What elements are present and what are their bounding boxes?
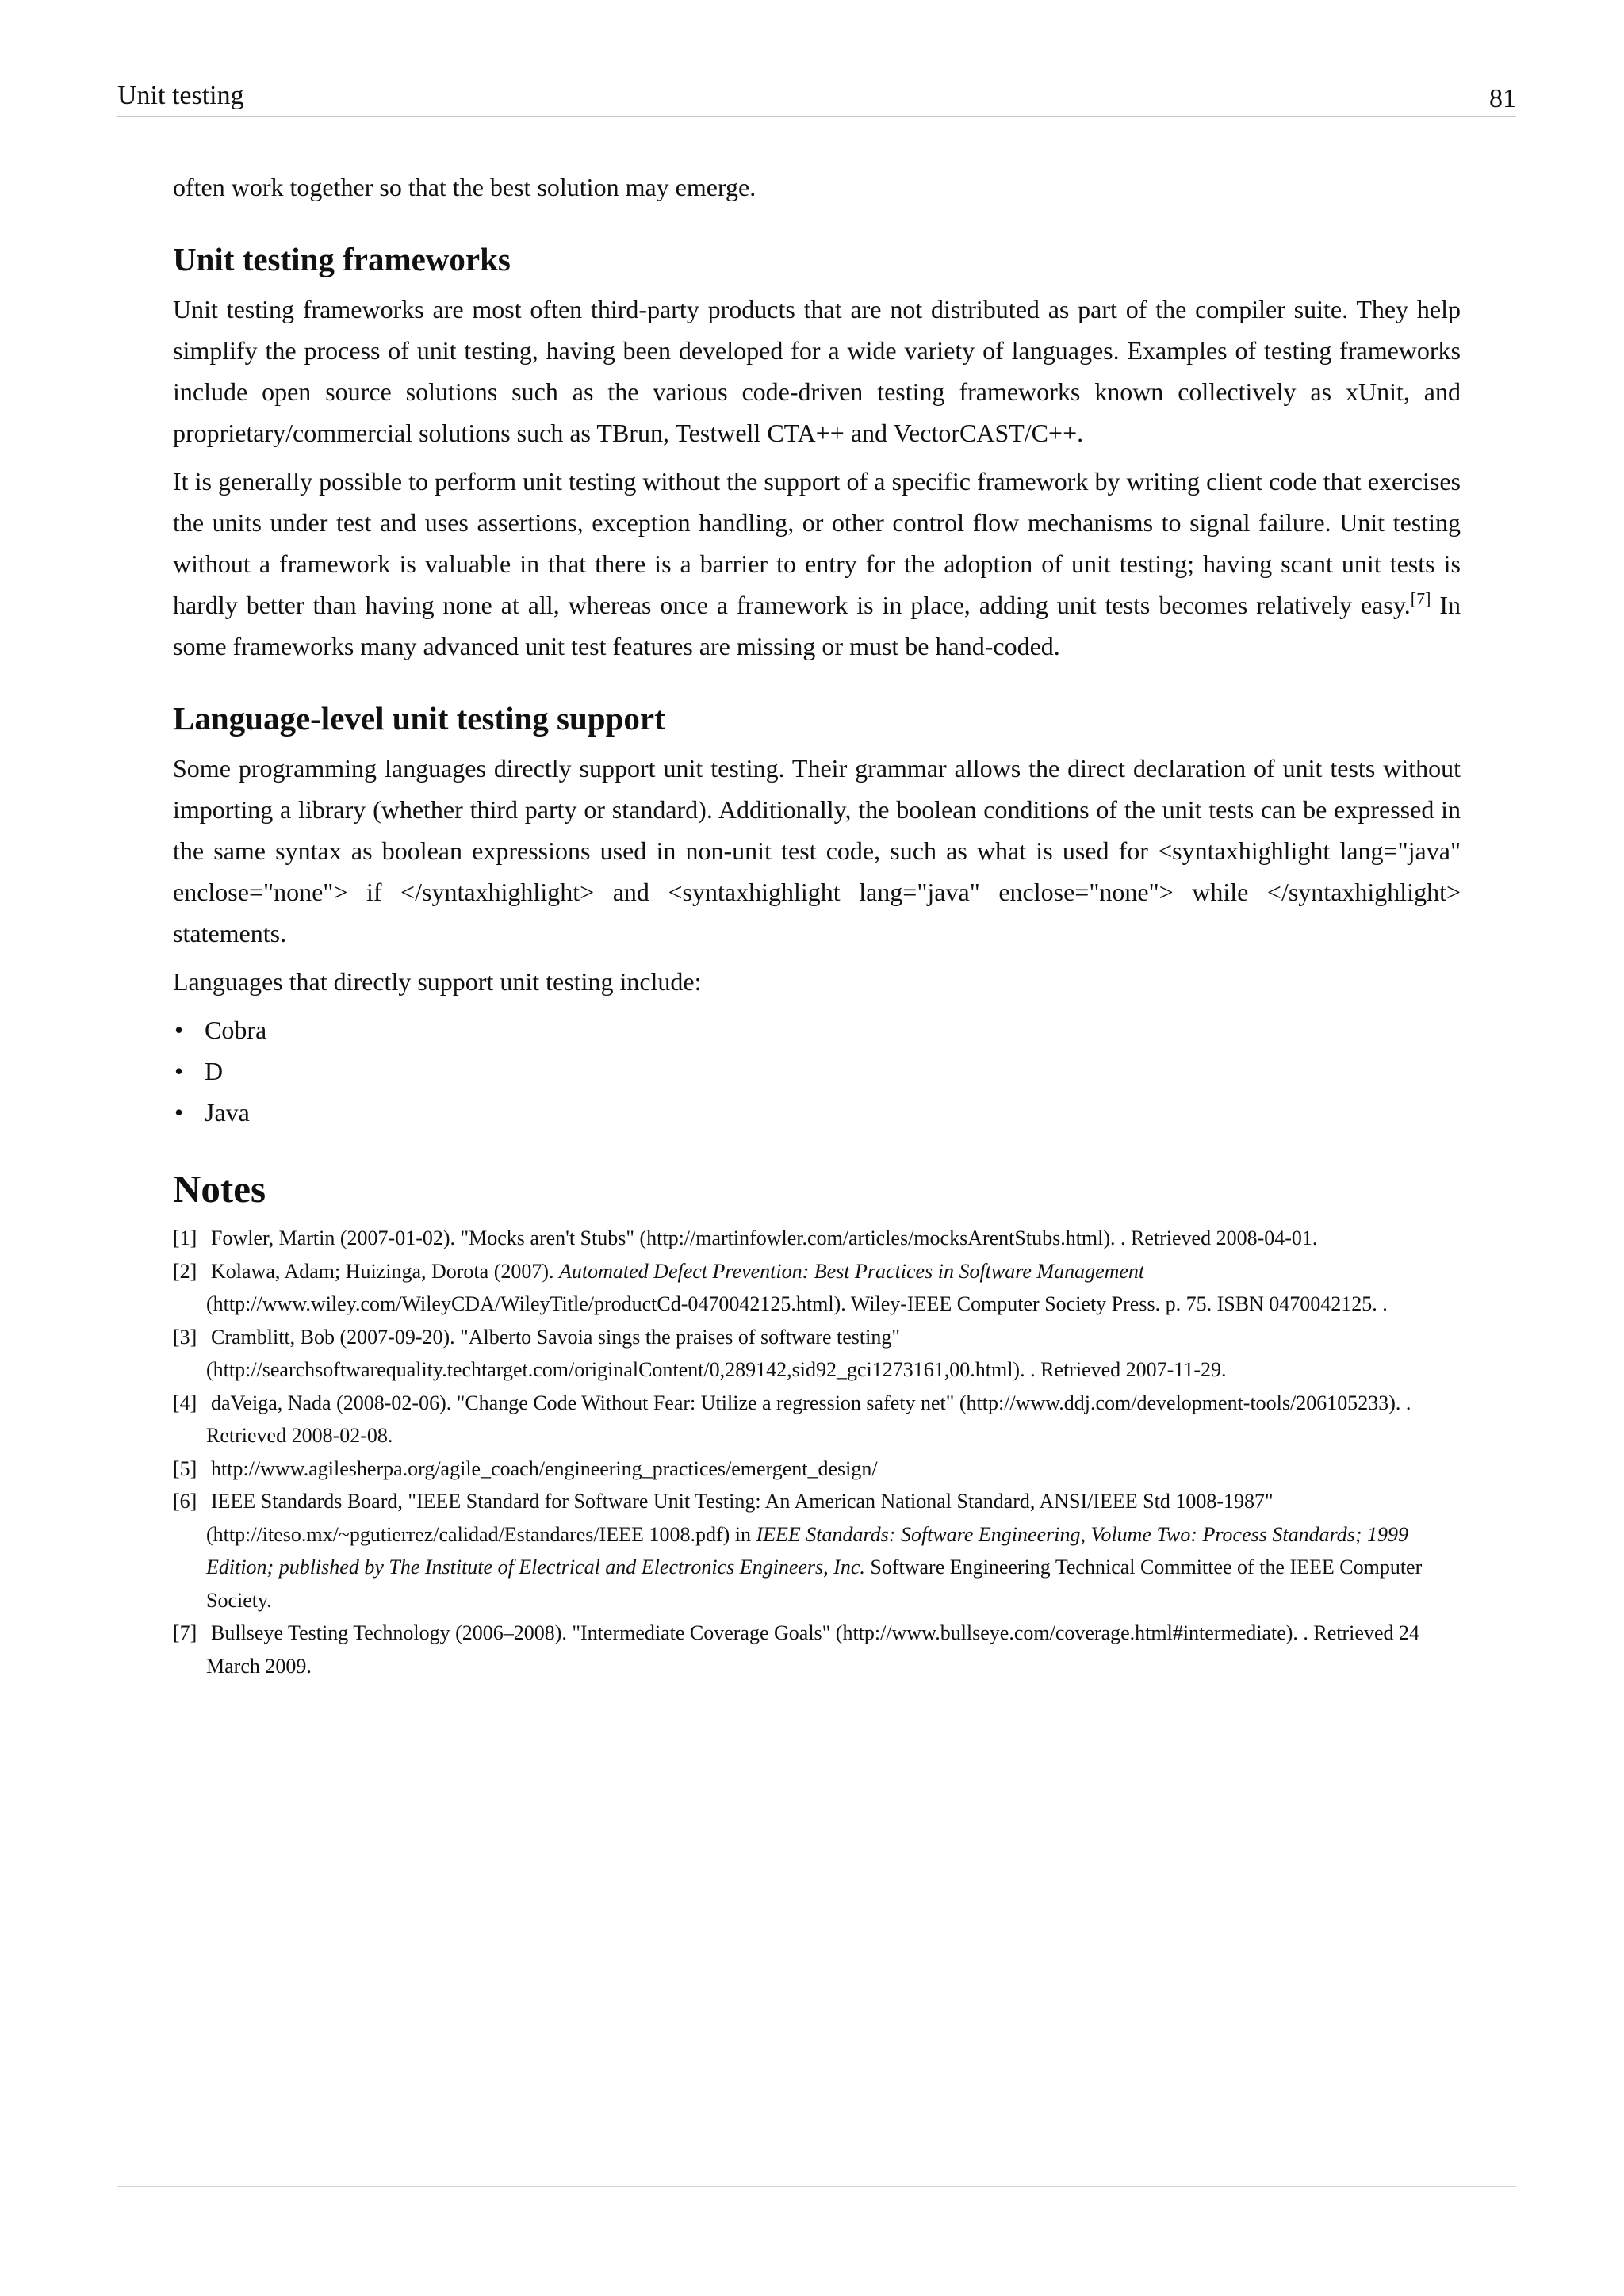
bullet-glyph: • [174,1016,184,1044]
frameworks-paragraph-1: Unit testing frameworks are most often third-party products that are not distributed as part of the compiler suite. They help simplify the process of unit testing, having been developed for a wide variety of languages. Examples of testing frameworks include open source solutions such as the various code-driven testing frameworks known collectively as xUnit, and proprietary/commercial solutions such as TBrun, Testwell CTA++ and VectorCAST/C++. [173,295,1461,447]
note-text[interactable]: IEEE Standards Board, "IEEE Standard for Software Unit Testing: An American National Standard, ANSI/IEEE Std 1008-1987" (http://iteso.mx/~pgutierrez/calidad/Estandares/IEEE 1008.pdf) in [206,1490,1274,1546]
note-item [173,1485,1461,1617]
list-item-label: Java [205,1098,250,1127]
note-number: [3] [173,1325,197,1349]
note-italic-text: Automated Defect Prevention: Best Practices in Software Management [559,1259,1145,1283]
section-heading-notes: Notes [173,1167,266,1211]
intro-paragraph-tail: often work together so that the best solution may emerge. [173,173,756,201]
notes-list [173,1222,1461,1682]
language-list [173,1009,1461,1133]
bullet-glyph: • [174,1098,184,1127]
frameworks-paragraph-2 [173,461,1461,667]
list-item-label: Cobra [205,1016,267,1044]
note-number: [2] [173,1259,197,1283]
note-link[interactable]: http://www.agilesherpa.org/agile_coach/engineering_practices/emergent_design/ [211,1456,878,1480]
bullet-glyph: • [174,1057,184,1085]
note-text[interactable]: Cramblitt, Bob (2007-09-20). "Alberto Savoia sings the praises of software testing" (http://searchsoftwarequality.techtarget.com/originalContent/0,289142,sid92_gci1273161,00.html). . Retrieved 2007-11-29. [206,1325,1227,1381]
note-item [173,1255,1461,1321]
list-item [173,1050,1461,1092]
citation-link-7[interactable]: [7] [1410,588,1431,609]
note-item [173,1321,1461,1387]
note-italic-text: IEEE Standards: Software Engineering, Volume Two: Process Standards; 1999 Edition; published by The Institute of Electrical and Electronics Engineers, Inc. [206,1522,1409,1578]
note-number: [4] [173,1391,197,1414]
language-support-paragraph-1: Some programming languages directly support unit testing. Their grammar allows the direct declaration of unit tests without importing a library (whether third party or standard). Additionally, the boolean conditions of the unit tests can be expressed in the same syntax as boolean expressions used in non-unit test code, such as what is used for <syntaxhighlight lang="java" enclose="none"> if </syntaxhighlight> and <syntaxhighlight lang="java" enclose="none"> while </syntaxhighlight> statements. [173,754,1461,947]
note-number: [6] [173,1490,197,1513]
frameworks-paragraph-2-rest: In some frameworks many advanced unit test features are missing or must be hand-coded. [173,591,1461,660]
frameworks-paragraph-2-text: It is generally possible to perform unit testing without the support of a specific framework by writing client code that exercises the units under test and uses assertions, exception handling, or other control flow mechanisms to signal failure. Unit testing without a framework is valuable in that there is a barrier to entry for the adoption of unit testing; having scant unit tests is hardly better than having none at all, whereas once a framework is in place, adding unit tests becomes relatively easy. [173,467,1461,619]
note-item [173,1452,1461,1486]
note-text[interactable]: daVeiga, Nada (2008-02-06). "Change Code Without Fear: Utilize a regression safety net" (http://www.ddj.com/development-tools/206105233). . Retrieved 2008-02-08. [206,1391,1411,1447]
note-text-rest[interactable]: (http://www.wiley.com/WileyCDA/WileyTitle/productCd-0470042125.html). Wiley-IEEE Computer Society Press. p. 75. ISBN 0470042125. . [206,1292,1388,1315]
note-number: [7] [173,1621,197,1644]
language-support-paragraph-2: Languages that directly support unit testing include: [173,967,702,996]
section-heading-language-support: Language-level unit testing support [173,700,665,737]
note-text[interactable]: Bullseye Testing Technology (2006–2008). "Intermediate Coverage Goals" (http://www.bullseye.com/coverage.html#intermediate). . Retrieved 24 March 2009. [206,1621,1419,1678]
page-number: 81 [1489,84,1516,113]
note-text: Kolawa, Adam; Huizinga, Dorota (2007). [211,1259,560,1283]
note-number: [1] [173,1226,197,1249]
list-item [173,1092,1461,1133]
list-item-label: D [205,1057,224,1085]
page-content [173,166,1461,1682]
note-item [173,1387,1461,1452]
page-header [117,78,1516,117]
footer-divider [117,2186,1516,2187]
list-item [173,1009,1461,1050]
section-heading-frameworks: Unit testing frameworks [173,241,511,277]
note-text-rest: Software Engineering Technical Committee of the IEEE Computer Society. [206,1556,1423,1612]
note-item [173,1222,1461,1255]
note-text[interactable]: Fowler, Martin (2007-01-02). "Mocks aren't Stubs" (http://martinfowler.com/articles/mocksArentStubs.html). . Retrieved 2008-04-01. [211,1226,1318,1249]
note-item [173,1617,1461,1682]
running-title: Unit testing [117,81,244,110]
note-number: [5] [173,1456,197,1480]
